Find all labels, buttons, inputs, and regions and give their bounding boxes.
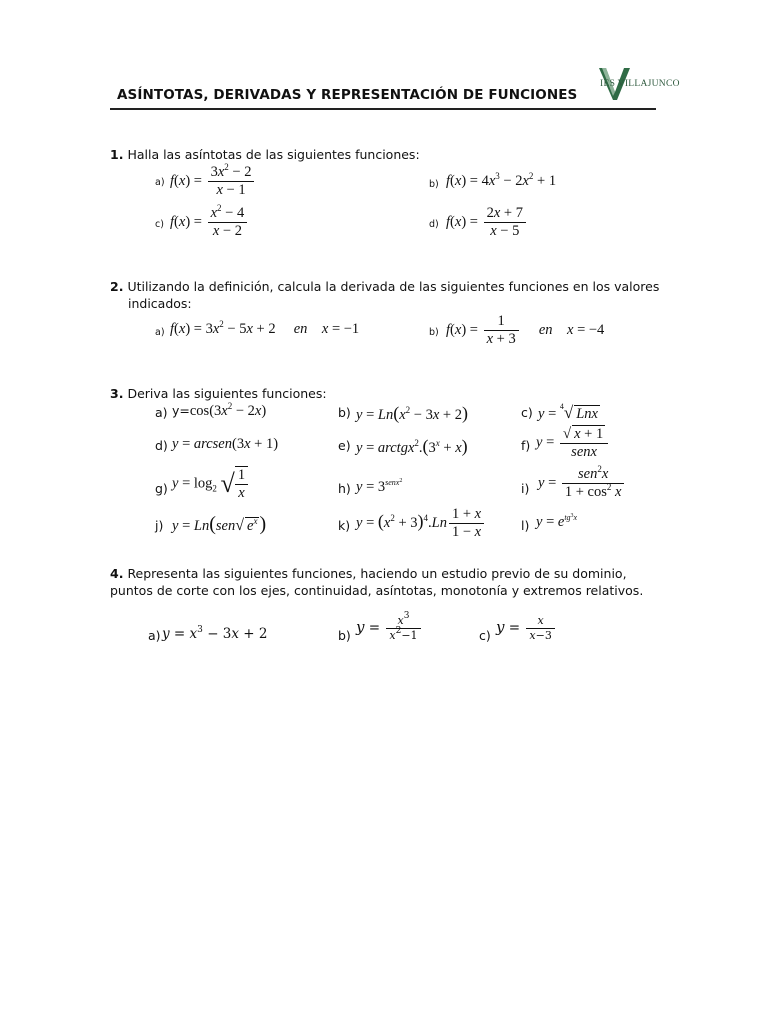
formula-1b: $f(x) = 4x^3 - 2x^2 + 1$ [446, 171, 557, 189]
formula-2b: f(x) = $\frac{1}{x + 3}$ en x = −4 [446, 313, 605, 347]
title-underline [110, 108, 656, 110]
formula-3k: $y = (x^2 + 3)^4.Ln$ $\frac{1 + x}{1 - x}$ [356, 506, 486, 541]
item-label: i) [521, 481, 530, 496]
formula-1a: f(x) = $\frac{3x^2 - 2}{x - 1}$ [170, 164, 256, 199]
question-number: 2. [110, 279, 124, 294]
formula-3i: y = $\frac{sen^2x}{1 + \cos^2 x}$ [538, 466, 626, 501]
item-label: g) [155, 481, 168, 496]
formula-1c: f(x) = $\frac{x^2 - 4}{x - 2}$ [170, 205, 249, 240]
item-label: h) [338, 481, 351, 496]
formula-3a: $y=\cos(3x^2 - 2x)$ [172, 401, 267, 419]
item-label: b) [429, 327, 439, 338]
item-label: d) [155, 438, 168, 453]
question-2 [110, 278, 659, 295]
question-number: 3. [110, 386, 124, 401]
item-label: a) [155, 405, 168, 420]
item-label: j) [155, 518, 164, 533]
item-label: a) [155, 327, 165, 338]
school-logo [596, 66, 680, 102]
item-label: f) [521, 438, 531, 453]
item-label: b) [338, 405, 351, 420]
item-label: k) [338, 518, 351, 533]
question-text: Deriva las siguientes funciones: [127, 386, 327, 401]
item-label: e) [338, 438, 351, 453]
question-4-line2: puntos de corte con los ejes, continuidad, asíntotas, monotonía y extremos relativos. [110, 583, 644, 598]
formula-3d: y = arcsen(3x + 1) [172, 436, 279, 452]
question-4 [110, 565, 658, 582]
logo-text: IES VILLAJUNCO [600, 79, 680, 89]
item-label: b) [429, 179, 439, 190]
formula-3e: $y = arctgx^2.(3^x + x)$ [356, 436, 468, 456]
question-3 [110, 385, 327, 402]
item-label: c) [155, 219, 164, 230]
formula-3f: y = $\frac{√ x + 1}{\text{senx}}$ [536, 425, 610, 461]
item-label: c) [479, 628, 491, 643]
formula-3j: y = Ln(sen√ $e^x$ ) [172, 513, 267, 535]
formula-4c: y = $\frac{x}{x-3}$ [496, 614, 557, 643]
question-text: Halla las asíntotas de las siguientes funciones: [127, 147, 420, 162]
question-number: 1. [110, 147, 124, 162]
formula-2a: $f(x) = 3x^2 - 5x + 2$ en x = −1 [170, 319, 360, 337]
item-label: a) [148, 628, 161, 643]
formula-3h: $y = 3^{senx^2}$ [356, 478, 403, 495]
question-2-line2: indicados: [128, 296, 192, 311]
formula-4b: y = $\frac{x^3}{x^2-1}$ [356, 614, 423, 643]
item-label: d) [429, 219, 439, 230]
question-1 [110, 146, 420, 163]
formula-1d: f(x) = $\frac{2x + 7}{x - 5}$ [446, 205, 528, 240]
question-number: 4. [110, 566, 124, 581]
formula-3b: $y = Ln(x^2 - 3x + 2)$ [356, 403, 468, 423]
formula-4a: $y = x^3 - 3x + 2$ [162, 625, 268, 642]
item-label: b) [338, 628, 351, 643]
question-text: Representa las siguientes funciones, haciendo un estudio previo de su dominio, [127, 566, 627, 581]
item-label: a) [155, 177, 165, 188]
item-label: l) [521, 518, 530, 533]
question-text: Utilizando la definición, calcula la derivada de las siguientes funciones en los valores [127, 279, 660, 294]
page-title: ASÍNTOTAS, DERIVADAS Y REPRESENTACIÓN DE FUNCIONES [117, 87, 578, 103]
formula-3c: y = $^4$√ Lnx [538, 402, 598, 422]
item-label: c) [521, 405, 533, 420]
formula-3l: $y = e^{tg^3x}$ [536, 513, 578, 530]
formula-3g: $y = \log_2$ √ $\frac{1}{x}$ [172, 466, 250, 502]
